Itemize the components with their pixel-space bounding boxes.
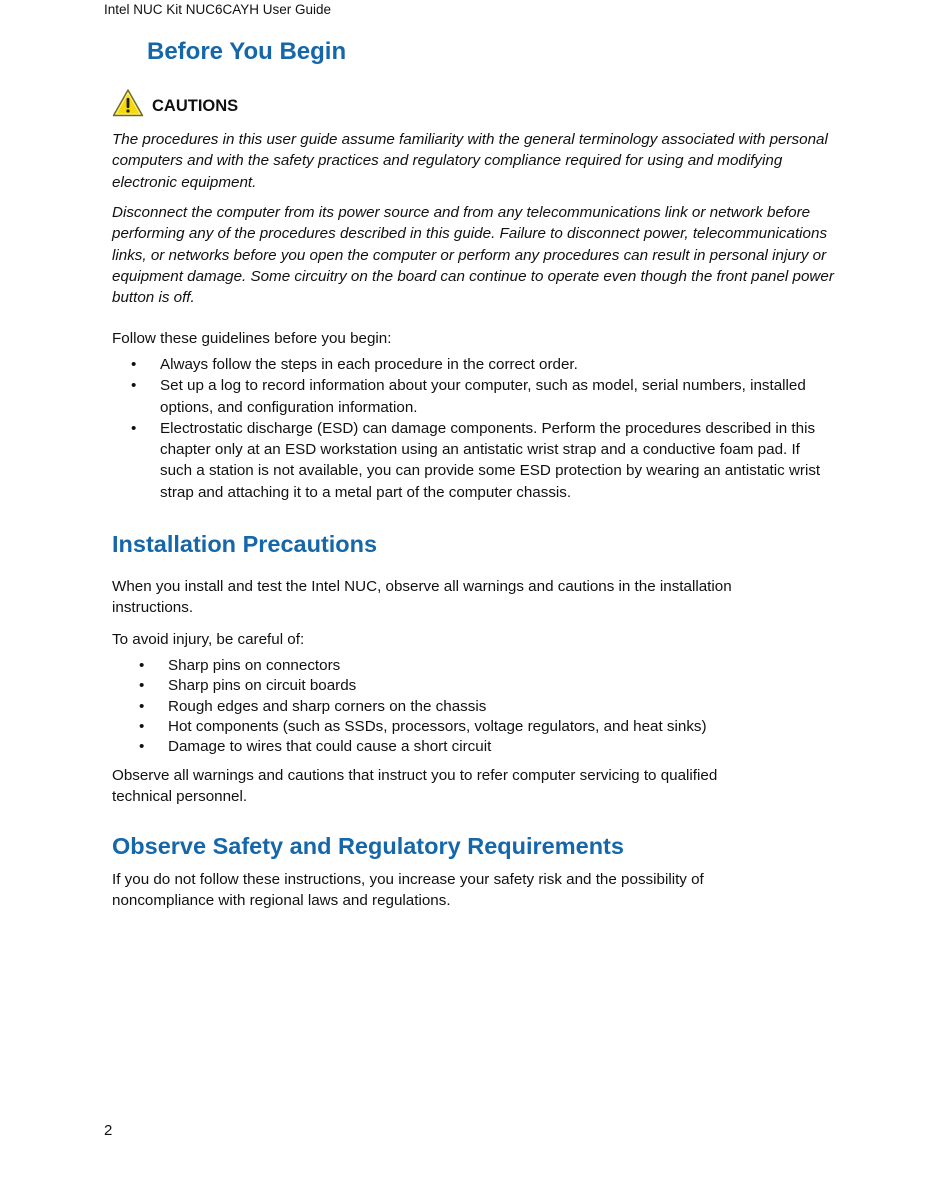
section-title-before-you-begin: Before You Begin xyxy=(147,38,347,65)
guidelines-list xyxy=(112,354,832,503)
hazards-list xyxy=(112,656,832,757)
caution-paragraph-familiarity: The procedures in this user guide assume familiarity with the general terminology associated with personal computers and with the safety practices and regulatory compliance required for using and modifying electronic equipment. xyxy=(112,131,828,191)
list-item: • Sharp pins on circuit boards xyxy=(112,676,832,696)
cautions-label: CAUTIONS xyxy=(152,97,239,115)
section-title-observe-safety: Observe Safety and Regulatory Requirements xyxy=(112,833,624,859)
list-item: • Sharp pins on connectors xyxy=(112,656,832,676)
section-title-installation-precautions: Installation Precautions xyxy=(112,531,378,557)
installation-closing: Observe all warnings and cautions that instruct you to refer computer servicing to qualified technical personnel. xyxy=(112,767,718,806)
caution-paragraph-disconnect: Disconnect the computer from its power source and from any telecommunications link or network before performing any of the procedures described in this guide. Failure to disconnect power, telecommunications links, or networks before you open the computer or perform any procedures can result in personal injury or equipment damage. Some circuitry on the board can continue to operate even though the front panel power button is off. xyxy=(112,204,834,307)
observe-safety-body: If you do not follow these instructions, you increase your safety risk and the possibility of noncompliance with regional laws and regulations. xyxy=(112,871,704,910)
list-item: • Hot components (such as SSDs, processors, voltage regulators, and heat sinks) xyxy=(112,717,832,737)
list-item: • Electrostatic discharge (ESD) can damage components. Perform the procedures described in this chapter only at an ESD workstation using an antistatic wrist strap and a conductive foam pad. If such a station is not available, you can provide some ESD protection by wearing an antistatic wrist strap and attaching it to a metal part of the computer chassis. xyxy=(112,418,832,503)
running-header: Intel NUC Kit NUC6CAYH User Guide xyxy=(104,2,332,17)
warning-triangle-icon xyxy=(112,88,144,118)
guidelines-intro: Follow these guidelines before you begin: xyxy=(112,330,392,347)
installation-intro: When you install and test the Intel NUC, observe all warnings and cautions in the installation instructions. xyxy=(112,578,732,617)
list-item: • Always follow the steps in each procedure in the correct order. xyxy=(112,354,832,375)
list-item: • Set up a log to record information about your computer, such as model, serial numbers, installed options, and configuration information. xyxy=(112,375,832,418)
careful-intro: To avoid injury, be careful of: xyxy=(112,631,305,648)
list-item: • Rough edges and sharp corners on the chassis xyxy=(112,697,832,717)
list-item: • Damage to wires that could cause a short circuit xyxy=(112,737,832,757)
page-number: 2 xyxy=(104,1122,113,1139)
cautions-heading xyxy=(112,88,238,118)
